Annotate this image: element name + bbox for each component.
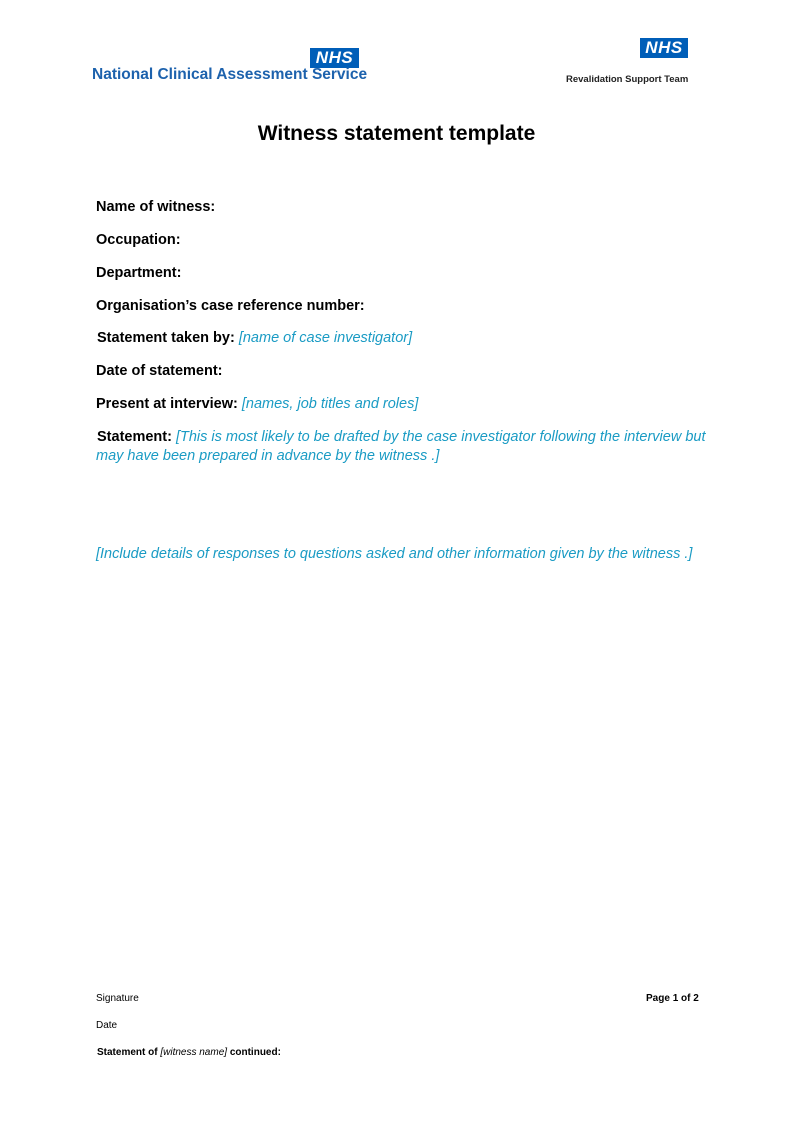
page-number [646, 993, 699, 1004]
continued-prefix: Statement of [97, 1047, 158, 1058]
field-label: Present at interview: [96, 396, 238, 412]
field-label: Department: [96, 265, 182, 281]
field-present-at-interview[interactable] [96, 395, 418, 414]
statement-body-placeholder[interactable]: [Include details of responses to questions asked and other information given by the witness .] [96, 546, 693, 562]
field-name-of-witness[interactable] [96, 198, 215, 217]
field-hint: [names, job titles and roles] [241, 396, 419, 412]
ncas-org-name: National Clinical Assessment Service [92, 66, 368, 83]
field-label: Date of statement: [96, 363, 223, 379]
continued-suffix: continued: [229, 1047, 281, 1058]
page-current: 1 [672, 993, 679, 1004]
field-occupation[interactable] [96, 231, 181, 250]
field-label: Statement taken by: [97, 330, 235, 346]
footer-date-label: Date [96, 1020, 118, 1031]
rst-org-name: Revalidation Support Team [566, 74, 689, 85]
field-hint: [name of case investigator] [238, 330, 413, 346]
field-label: Name of witness: [96, 199, 216, 215]
field-case-reference[interactable] [96, 297, 365, 316]
nhs-logo-right: NHS [640, 38, 688, 58]
field-label: Organisation’s case reference number: [96, 298, 365, 314]
page-total: 2 [693, 993, 699, 1004]
nhs-logo-left: NHS [310, 48, 359, 68]
continued-witness-name: [witness name] [160, 1047, 228, 1058]
page-title: Witness statement template [257, 122, 536, 145]
page-prefix: Page [646, 993, 670, 1004]
field-label: Statement: [97, 429, 172, 445]
footer-continued [97, 1047, 281, 1058]
page-of: of [681, 993, 691, 1004]
field-statement-taken-by[interactable] [97, 329, 412, 348]
field-hint: [This is most likely to be drafted by the case investigator following the interview but may have been prepared in advance by the witness .] [96, 429, 706, 464]
field-statement[interactable] [96, 428, 716, 466]
field-label: Occupation: [96, 232, 181, 248]
footer-signature-label: Signature [96, 993, 139, 1004]
field-date-of-statement[interactable] [96, 362, 223, 381]
field-department[interactable] [96, 264, 181, 283]
